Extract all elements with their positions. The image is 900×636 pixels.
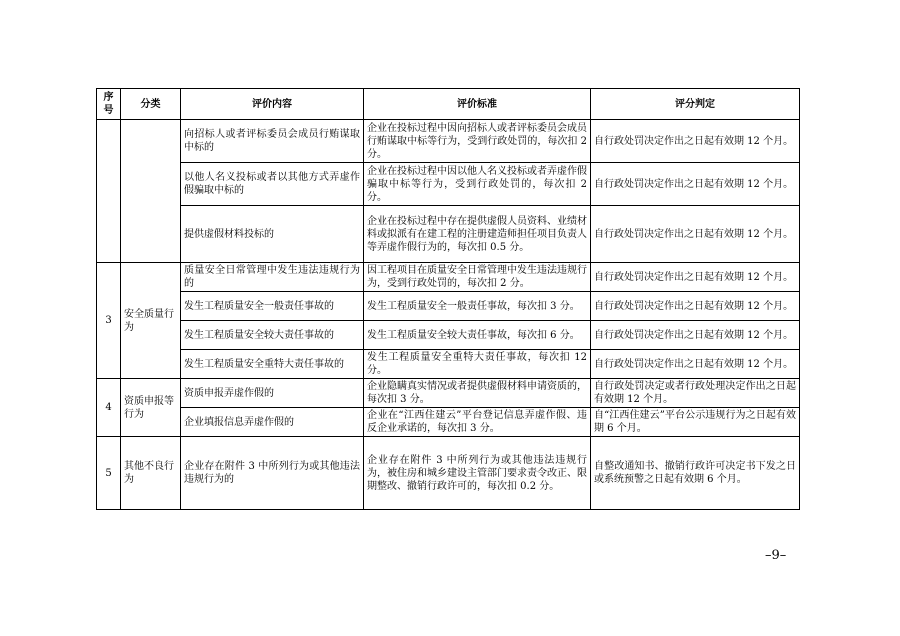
judgement-cell: 自行政处罚决定作出之日起有效期 12 个月。 — [591, 120, 800, 163]
header-seq-bottom: 号 — [103, 105, 114, 116]
content-cell: 发生工程质量安全较大责任事故的 — [181, 321, 364, 350]
standard-cell: 企业在投标过程中存在提供虚假人员资料、业绩材料或拟派有在建工程的注册建造师担任项目负责人等弄虚作假行为的，每次扣 0.5 分。 — [364, 206, 591, 263]
content-cell: 提供虚假材料投标的 — [181, 206, 364, 263]
standard-cell: 企业在投标过程中因向招标人或者评标委员会成员行贿谋取中标等行为，受到行政处罚的，每次扣 2 分。 — [364, 120, 591, 163]
table-row — [97, 263, 800, 292]
header-judgement: 评分判定 — [591, 89, 800, 120]
table-row — [97, 321, 800, 350]
judgement-cell: 自行政处罚决定作出之日起有效期 12 个月。 — [591, 292, 800, 321]
table-row — [97, 163, 800, 206]
table-row — [97, 408, 800, 437]
standard-cell: 发生工程质量安全一般责任事故，每次扣 3 分。 — [364, 292, 591, 321]
header-seq — [97, 89, 121, 120]
content-cell: 质量安全日常管理中发生违法违规行为的 — [181, 263, 364, 292]
table-header-row — [97, 89, 800, 120]
judgement-cell: 自行政处罚决定作出之日起有效期 12 个月。 — [591, 163, 800, 206]
judgement-cell: 自行政处罚决定作出之日起有效期 12 个月。 — [591, 263, 800, 292]
header-seq-top: 序 — [103, 92, 114, 103]
table-row — [97, 379, 800, 408]
header-category: 分类 — [121, 89, 181, 120]
header-standard: 评价标准 — [364, 89, 591, 120]
group-seq-cell: 4 — [97, 379, 121, 437]
judgement-cell: 自行政处罚决定作出之日起有效期 12 个月。 — [591, 206, 800, 263]
group-seq-cell: 5 — [97, 437, 121, 510]
group-category-cell: 其他不良行为 — [121, 437, 181, 510]
standard-cell: 企业存在附件 3 中所列行为或其他违法违规行为，被住房和城乡建设主管部门要求责令改正、限期整改、撤销行政许可的，每次扣 0.2 分。 — [364, 437, 591, 510]
page-number: –9– — [765, 548, 787, 563]
group-category-cell: 资质申报等行为 — [121, 379, 181, 437]
table-row — [97, 292, 800, 321]
judgement-cell: 自“江西住建云”平台公示违规行为之日起有效期 6 个月。 — [591, 408, 800, 437]
evaluation-table — [96, 88, 800, 510]
content-cell: 向招标人或者评标委员会成员行贿谋取中标的 — [181, 120, 364, 163]
table-row — [97, 206, 800, 263]
content-cell: 企业存在附件 3 中所列行为或其他违法违规行为的 — [181, 437, 364, 510]
group-category-cell: 安全质量行为 — [121, 263, 181, 379]
content-cell: 以他人名义投标或者以其他方式弄虚作假骗取中标的 — [181, 163, 364, 206]
group-seq-cell — [97, 120, 121, 263]
standard-cell: 发生工程质量安全较大责任事故，每次扣 6 分。 — [364, 321, 591, 350]
content-cell: 发生工程质量安全重特大责任事故的 — [181, 350, 364, 379]
standard-cell: 发生工程质量安全重特大责任事故，每次扣 12 分。 — [364, 350, 591, 379]
standard-cell: 因工程项目在质量安全日常管理中发生违法违规行为，受到行政处罚的，每次扣 2 分。 — [364, 263, 591, 292]
standard-cell: 企业在“江西住建云”平台登记信息弄虚作假、违反企业承诺的，每次扣 3 分。 — [364, 408, 591, 437]
content-cell: 企业填报信息弄虚作假的 — [181, 408, 364, 437]
table-row — [97, 120, 800, 163]
table-row — [97, 350, 800, 379]
standard-cell: 企业隐瞒真实情况或者提供虚假材料申请资质的，每次扣 3 分。 — [364, 379, 591, 408]
content-cell: 资质申报弄虚作假的 — [181, 379, 364, 408]
content-cell: 发生工程质量安全一般责任事故的 — [181, 292, 364, 321]
judgement-cell: 自行政处罚决定作出之日起有效期 12 个月。 — [591, 350, 800, 379]
header-content: 评价内容 — [181, 89, 364, 120]
group-seq-cell: 3 — [97, 263, 121, 379]
judgement-cell: 自整改通知书、撤销行政许可决定书下发之日或系统预警之日起有效期 6 个月。 — [591, 437, 800, 510]
judgement-cell: 自行政处罚决定或者行政处理决定作出之日起有效期 12 个月。 — [591, 379, 800, 408]
group-category-cell — [121, 120, 181, 263]
table-row — [97, 437, 800, 510]
standard-cell: 企业在投标过程中因以他人名义投标或者弄虚作假骗取中标等行为，受到行政处罚的，每次扣 2 分。 — [364, 163, 591, 206]
judgement-cell: 自行政处罚决定作出之日起有效期 12 个月。 — [591, 321, 800, 350]
